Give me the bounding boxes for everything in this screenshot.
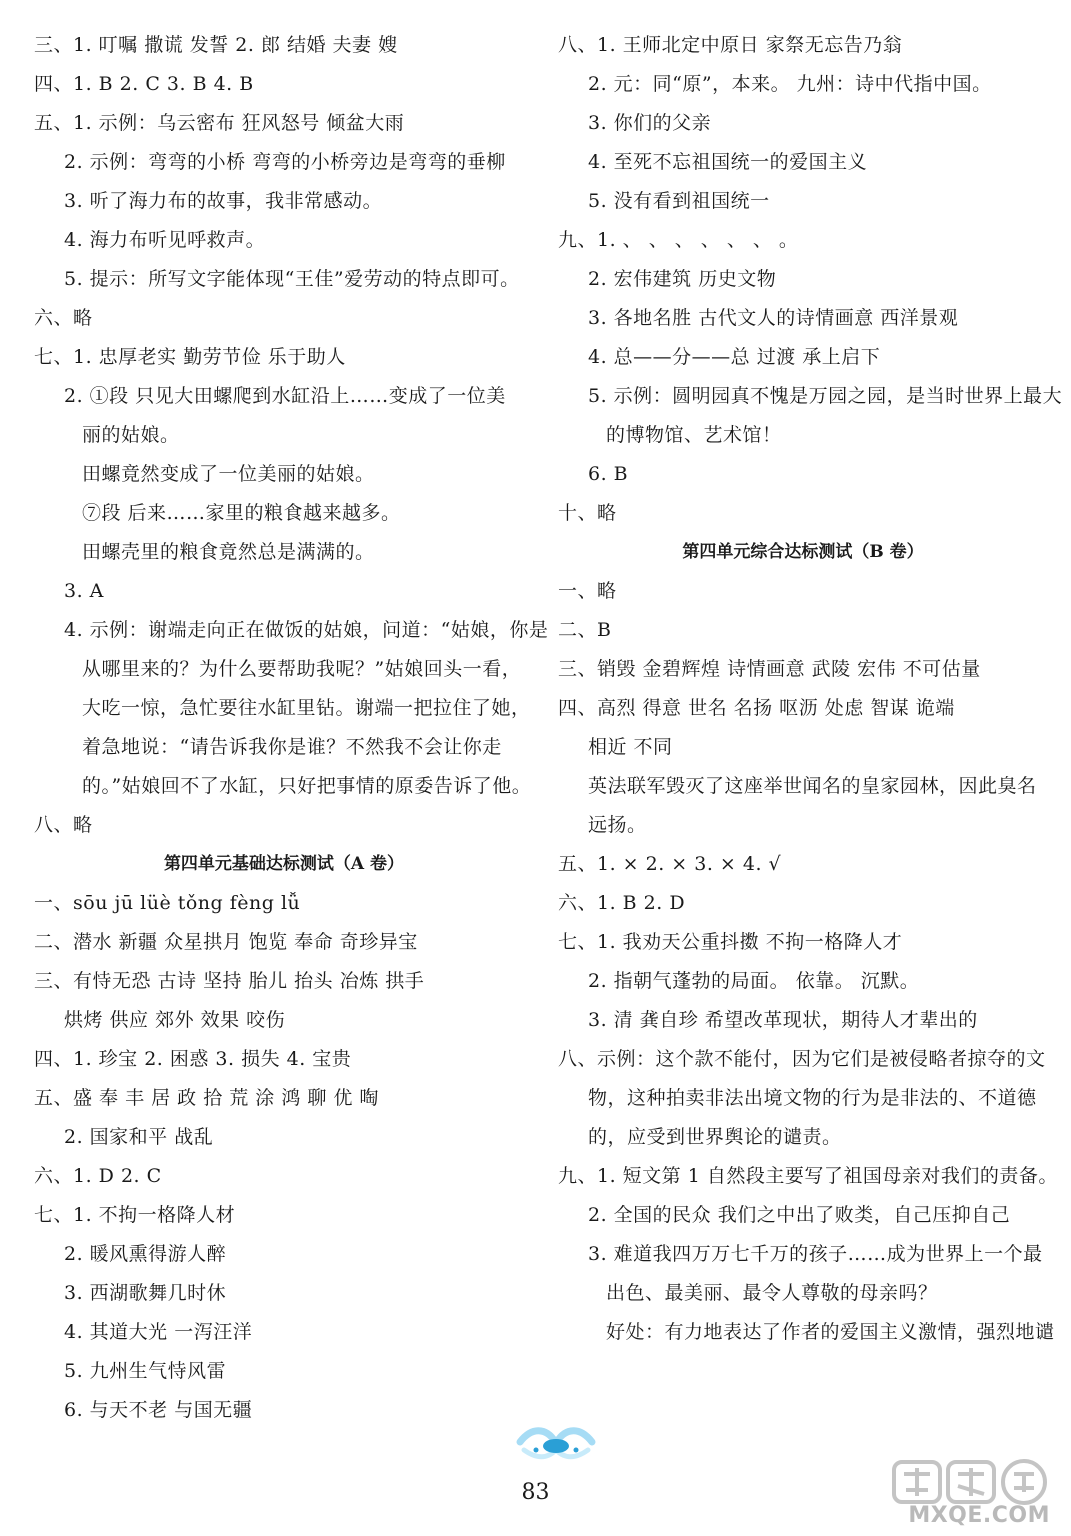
answer-line: 4. 示例：谢端走向正在做饭的姑娘，问道：“姑娘，你是 (64, 619, 549, 641)
left-column (34, 26, 549, 1430)
answer-line: 八、略 (34, 814, 93, 836)
answer-line: 三、销毁 金碧辉煌 诗情画意 武陵 宏伟 不可估量 (558, 658, 981, 680)
answer-line: 的，应受到世界舆论的谴责。 (588, 1126, 842, 1148)
answer-line: 九、1. 短文第 1 自然段主要写了祖国母亲对我们的责备。 (558, 1165, 1058, 1187)
answer-line: 3. 清 龚自珍 希望改革现状，期待人才辈出的 (588, 1009, 978, 1031)
answer-line: 四、1. B 2. C 3. B 4. B (34, 73, 254, 95)
answer-line: 六、1. B 2. D (558, 892, 686, 914)
answer-line: 好处：有力地表达了作者的爱国主义激情，强烈地谴 (606, 1321, 1055, 1343)
answer-line: 5. 提示：所写文字能体现“王佳”爱劳动的特点即可。 (64, 268, 520, 290)
answer-line: 5. 示例：圆明园真不愧是万园之园，是当时世界上最大 (588, 385, 1063, 407)
answer-line: 田螺壳里的粮食竟然总是满满的。 (82, 541, 375, 563)
section-heading: 第四单元综合达标测试（B 卷） (682, 542, 924, 562)
answer-line: 3. A (64, 580, 104, 602)
answer-line: 4. 海力布听见呼救声。 (64, 229, 266, 251)
answer-line: ⑦段 后来……家里的粮食越来越多。 (82, 502, 401, 524)
answer-line: 2. 元：同“原”，本来。 九州：诗中代指中国。 (588, 73, 992, 95)
answer-line: 4. 其道大光 一泻汪洋 (64, 1321, 253, 1343)
answer-line: 着急地说：“请告诉我你是谁？不然我不会让你走 (82, 736, 502, 758)
answer-line: 2. ①段 只见大田螺爬到水缸沿上……变成了一位美 (64, 385, 506, 407)
answer-line: 5. 没有看到祖国统一 (588, 190, 770, 212)
answer-line: 八、示例：这个款不能付，因为它们是被侵略者掠夺的文 (558, 1048, 1046, 1070)
answer-line: 2. 指朝气蓬勃的局面。 依靠。 沉默。 (588, 970, 920, 992)
answer-line: 七、1. 忠厚老实 勤劳节俭 乐于助人 (34, 346, 346, 368)
watermark-text: MXQE.COM (908, 1503, 1050, 1528)
answer-line: 二、潜水 新疆 众星拱月 饱览 奉命 奇珍异宝 (34, 931, 418, 953)
answer-line: 七、1. 不拘一格降人材 (34, 1204, 236, 1226)
answer-line: 3. 难道我四万万七千万的孩子……成为世界上一个最 (588, 1243, 1043, 1265)
watermark (888, 1458, 1058, 1532)
answer-line: 2. 宏伟建筑 历史文物 (588, 268, 777, 290)
answer-line: 三、有恃无恐 古诗 坚持 胎儿 抬头 冶炼 拱手 (34, 970, 425, 992)
answer-line: 十、略 (558, 502, 617, 524)
answer-line: 物，这种拍卖非法出境文物的行为是非法的、不道德 (588, 1087, 1037, 1109)
answer-line: 3. 听了海力布的故事，我非常感动。 (64, 190, 383, 212)
answer-line: 4. 总——分——总 过渡 承上启下 (588, 346, 881, 368)
answer-line: 3. 西湖歌舞几时休 (64, 1282, 227, 1304)
answer-line: 一、略 (558, 580, 617, 602)
answer-line: 3. 各地名胜 古代文人的诗情画意 西洋景观 (588, 307, 959, 329)
answer-line: 八、1. 王师北定中原日 家祭无忘告乃翁 (558, 34, 903, 56)
answer-line: 烘烤 供应 郊外 效果 咬伤 (64, 1009, 286, 1031)
answer-line: 相近 不同 (588, 736, 673, 758)
answer-line: 2. 示例：弯弯的小桥 弯弯的小桥旁边是弯弯的垂柳 (64, 151, 506, 173)
answer-line: 三、1. 叮嘱 撒谎 发誓 2. 郎 结婚 夫妻 嫂 (34, 34, 398, 56)
answer-line: 2. 国家和平 战乱 (64, 1126, 214, 1148)
answer-line: 六、1. D 2. C (34, 1165, 162, 1187)
answer-line: 2. 暖风熏得游人醉 (64, 1243, 227, 1265)
answer-line: 英法联军毁灭了这座举世闻名的皇家园林，因此臭名 (588, 775, 1037, 797)
answer-line: 大吃一惊，急忙要往水缸里钻。谢端一把拉住了她， (82, 697, 531, 719)
right-column (558, 26, 1063, 1352)
answer-line: 丽的姑娘。 (82, 424, 180, 446)
answer-line: 四、高烈 得意 世名 名扬 呕沥 处虑 智谋 诡端 (558, 697, 955, 719)
answer-line: 5. 九州生气恃风雷 (64, 1360, 227, 1382)
answer-line: 九、1. 、 、 、 、 、 、 。 (558, 229, 799, 251)
answer-line: 出色、最美丽、最令人尊敬的母亲吗？ (606, 1282, 938, 1304)
answer-line: 五、盛 奉 丰 居 政 拾 荒 涂 鸿 聊 优 啕 (34, 1087, 379, 1109)
answer-line: 田螺竟然变成了一位美丽的姑娘。 (82, 463, 375, 485)
answer-line: 二、B (558, 619, 612, 641)
answer-line: 六、略 (34, 307, 93, 329)
page-number: 83 (521, 1480, 550, 1505)
section-heading: 第四单元基础达标测试（A 卷） (163, 854, 405, 874)
answer-line: 6. 与天不老 与国无疆 (64, 1399, 253, 1421)
answer-line: 的博物馆、艺术馆！ (606, 424, 782, 446)
answer-line: 6. B (588, 463, 629, 485)
answer-line: 4. 至死不忘祖国统一的爱国主义 (588, 151, 868, 173)
answer-line: 的。”姑娘回不了水缸，只好把事情的原委告诉了他。 (82, 775, 532, 797)
answer-line: 七、1. 我劝天公重抖擞 不拘一格降人才 (558, 931, 903, 953)
answer-line: 3. 你们的父亲 (588, 112, 712, 134)
answer-line: 2. 全国的民众 我们之中出了败类，自己压抑自己 (588, 1204, 1011, 1226)
answer-line: 一、sōu jū lüè tǒng fèng lǚ (34, 892, 301, 914)
answer-line: 四、1. 珍宝 2. 困惑 3. 损失 4. 宝贵 (34, 1048, 352, 1070)
page-ornament-icon (510, 1420, 602, 1468)
answer-line: 五、1. × 2. × 3. × 4. √ (558, 853, 782, 875)
answer-line: 五、1. 示例：乌云密布 狂风怒号 倾盆大雨 (34, 112, 405, 134)
answer-line: 远扬。 (588, 814, 647, 836)
answer-line: 从哪里来的？为什么要帮助我呢？”姑娘回头一看， (82, 658, 522, 680)
